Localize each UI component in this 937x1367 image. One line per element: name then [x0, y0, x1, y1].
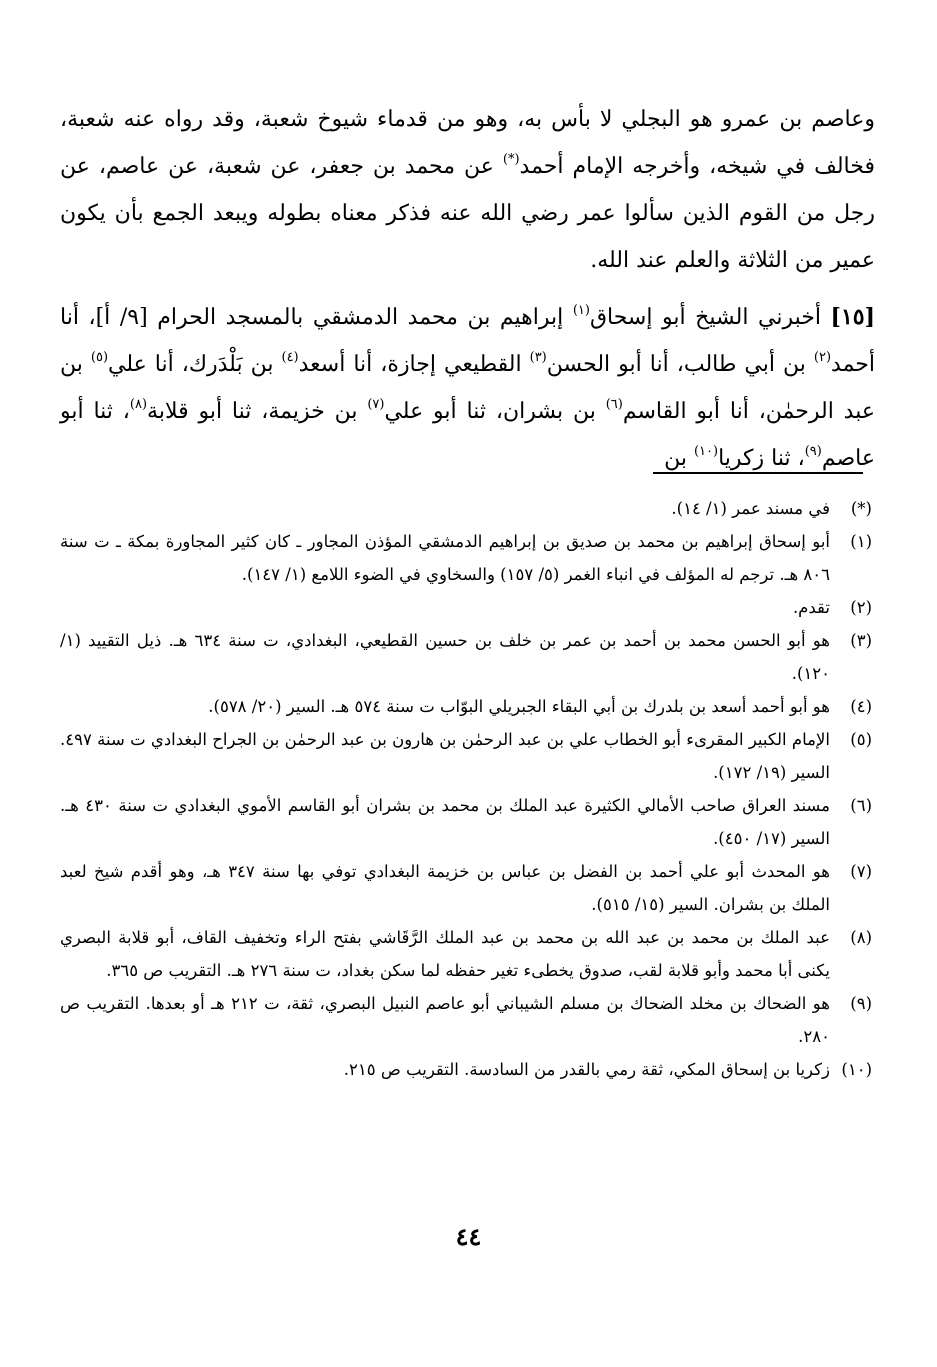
text-run: إبراهيم بن محمد الدمشقي بالمسجد الحرام [٩/ أ]، أنا أحمد [60, 305, 875, 377]
page-number: ٤٤ [455, 1222, 482, 1251]
footnote-marker: (٣) [850, 631, 872, 650]
footnote-text: في مسند عمر (١/ ١٤). [671, 499, 830, 518]
footnote-ref: (١٠) [693, 444, 719, 459]
footnote-marker: (٨) [850, 928, 872, 947]
footnote-marker: (٤) [850, 697, 872, 716]
text-run: بن عبد الرحمٰن، أنا أبو القاسم [60, 352, 875, 424]
text-run: ، ثنا زكريا [718, 446, 805, 471]
footnote-ref: (٣) [529, 350, 547, 365]
text-run: بن بَلْدَرك، أنا علي [108, 352, 282, 377]
footnotes [60, 492, 872, 1086]
footnote-text: هو أبو الحسن محمد بن أحمد بن عمر بن خلف بن حسين القطيعي، البغدادي، ت سنة ٦٣٤ هـ. ذيل التقييد (١/ ١٢٠). [60, 631, 830, 683]
footnote-marker: (٥) [850, 730, 872, 749]
footnote-ref: (٨) [129, 397, 148, 412]
footnote-marker: (*) [850, 499, 872, 518]
footnote-marker: (٧) [850, 862, 872, 881]
footnote [60, 921, 872, 987]
text-run: بن بشران، ثنا أبو علي [384, 399, 606, 424]
footnote-marker: (٢) [850, 598, 872, 617]
footnote [60, 492, 872, 525]
footnote-text: هو المحدث أبو علي أحمد بن الفضل بن عباس بن خزيمة البغدادي توفي بها سنة ٣٤٧ هـ، وهو أقدم شيخ لعبد الملك بن بشران. السير (١٥/ ٥١٥). [60, 862, 830, 914]
footnote-ref: (٩) [804, 444, 822, 459]
main-text [60, 96, 875, 482]
footnote [60, 789, 872, 855]
footnote-ref: (٧) [367, 397, 385, 412]
paragraph-commentary [60, 96, 875, 284]
footnote-ref: (٦) [605, 397, 623, 412]
footnote [60, 690, 872, 723]
footnote [60, 723, 872, 789]
text-run: بن [664, 446, 694, 471]
footnote [60, 624, 872, 690]
footnote-ref: (٥) [90, 350, 109, 365]
hadith-paragraph [60, 294, 875, 482]
footnote-text: هو الضحاك بن مخلد الضحاك بن مسلم الشيباني أبو عاصم النبيل البصري، ثقة، ت ٢١٢ هـ أو بعدها. التقريب ص ٢٨٠. [60, 994, 830, 1046]
footnote-text: تقدم. [792, 598, 830, 617]
text-run: بن أبي طالب، أنا أبو الحسن [546, 352, 814, 377]
text-run: عن محمد بن جعفر، عن شعبة، عن عاصم، عن رجل من القوم الذين سألوا عمر رضي الله عنه فذكر معناه بطوله ويبعد الجمع بأن يكون عمير من الثلاثة والعلم عند الله. [60, 154, 875, 273]
hadith-number: [١٥] [830, 304, 876, 330]
footnote-marker: (١٠) [841, 1060, 872, 1079]
text-run: وعاصم بن عمرو هو البجلي لا بأس به، وهو من قدماء شيوخ شعبة، وقد رواه عنه شعبة، فخالف في شيخه، وأخرجه الإمام أحمد [60, 107, 875, 179]
footnote [60, 855, 872, 921]
footnote-text: أبو إسحاق إبراهيم بن محمد بن صديق بن إبراهيم الدمشقي المؤذن المجاور ـ كان كثير المجاورة بمكة ـ ت سنة ٨٠٦ هـ. ترجم له المؤلف في انباء الغمر (٥/ ١٥٧) والسخاوي في الضوء اللامع (١/ ١٤٧). [60, 532, 830, 584]
footnote-text: هو أبو أحمد أسعد بن بلدرك بن أبي البقاء الجبريلي البوّاب ت سنة ٥٧٤ هـ. السير (٢٠/ ٥٧٨). [208, 697, 830, 716]
footnote-marker: (١) [850, 532, 872, 551]
footnote-text: عبد الملك بن محمد بن عبد الله بن محمد بن عبد الملك الرَّقَاشي بفتح الراء وتخفيف القاف، أبو قلابة البصري يكنى أبا محمد وأبو قلابة لقب، صدوق يخطىء تغير حفظه لما سكن بغداد، ت سنة ٢٧٦ هـ. التقريب ص ٣٦٥. [60, 928, 830, 980]
footnote-marker: (٩) [850, 994, 872, 1013]
text-run: بن خزيمة، ثنا أبو قلابة [147, 399, 368, 424]
footnote [60, 525, 872, 591]
footnote-text: الإمام الكبير المقرىء أبو الخطاب علي بن عبد الرحمٰن بن هارون بن عبد الرحمٰن بن الجراح البغدادي ت سنة ٤٩٧. السير (١٩/ ١٧٢). [60, 730, 830, 782]
footnote-separator [653, 472, 863, 474]
footnote-marker: (٦) [850, 796, 872, 815]
footnote-ref: (٢) [813, 350, 832, 365]
text-run: القطيعي إجازة، أنا أسعد [298, 352, 530, 377]
footnote [60, 591, 872, 624]
footnote [60, 1053, 872, 1086]
footnote-ref: (*) [502, 152, 520, 167]
footnote-ref: (١) [572, 303, 590, 318]
text-run: أخبرني الشيخ أبو إسحاق [589, 305, 831, 330]
footnote-text: مسند العراق صاحب الأمالي الكثيرة عبد الملك بن محمد بن بشران أبو القاسم الأموي البغدادي ت سنة ٤٣٠ هـ. السير (١٧/ ٤٥٠). [60, 796, 830, 848]
footnote-text: زكريا بن إسحاق المكي، ثقة رمي بالقدر من السادسة. التقريب ص ٢١٥. [343, 1060, 830, 1079]
footnote [60, 987, 872, 1053]
footnote-ref: (٤) [281, 350, 299, 365]
text-run: ، ثنا أبو عاصم [60, 399, 875, 471]
